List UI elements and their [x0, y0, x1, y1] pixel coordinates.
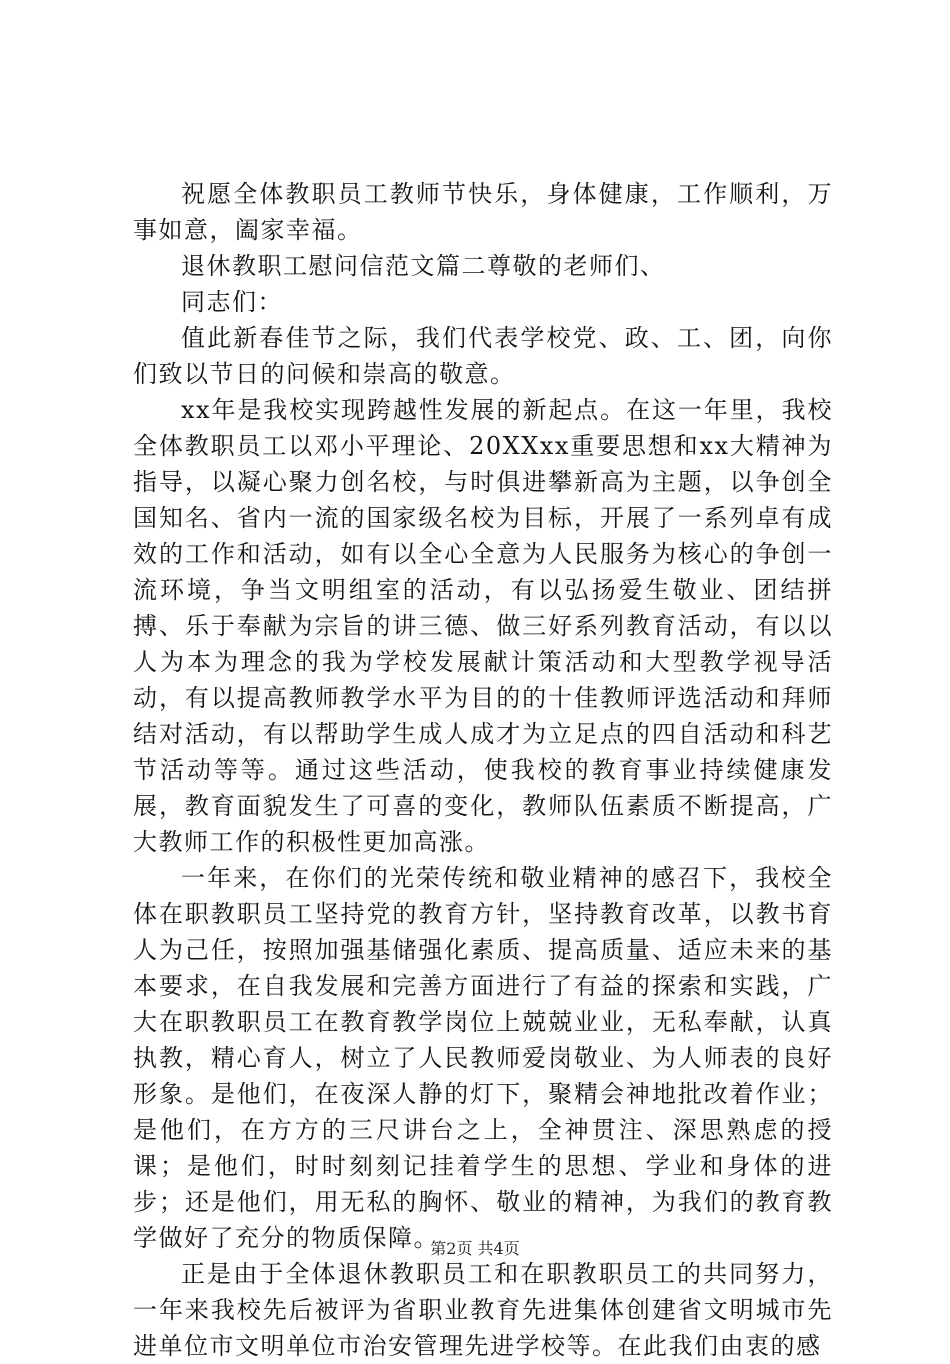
paragraph-achievements: 正是由于全体退休教职员工和在职教职员工的共同努力，一年来我校先后被评为省职业教育先进集体创建省文明城市先进单位市文明单位市治安管理先进学校等。在此我们由衷的感: [133, 1260, 833, 1360]
paragraph-letter-title: 退休教职工慰问信范文篇二尊敬的老师们、: [181, 252, 666, 280]
paragraph-salutation: 同志们：: [181, 288, 283, 316]
paragraph-year-review: xx年是我校实现跨越性发展的新起点。在这一年里，我校全体教职员工以邓小平理论、20XXxx重要思想和xx大精神为指导，以凝心聚力创名校，与时俱进攀新高为主题，以争创全国知名、省内一流的国家级名校为目标，开展了一系列卓有成效的工作和活动，如有以全心全意为人民服务为核心的争创一流环境，争当文明组室的活动，有以弘扬爱生敬业、团结拼搏、乐于奉献为宗旨的讲三德、做三好系列教育活动，有以以人为本为理念的我为学校发展献计策活动和大型教学视导活动，有以提高教师教学水平为目的的十佳教师评选活动和拜师结对活动，有以帮助学生成人成才为立足点的四自活动和科艺节活动等等。通过这些活动，使我校的教育事业持续健康发展，教育面貌发生了可喜的变化，教师队伍素质不断提高，广大教师工作的积极性更加高涨。: [133, 396, 833, 856]
paragraph-wishes: 祝愿全体教职员工教师节快乐，身体健康，工作顺利，万事如意，阖家幸福。: [133, 180, 833, 244]
paragraph-staff-praise: 一年来，在你们的光荣传统和敬业精神的感召下，我校全体在职教职员工坚持党的教育方针，坚持教育改革，以教书育人为己任，按照加强基储强化素质、提高质量、适应未来的基本要求，在自我发展和完善方面进行了有益的探索和实践，广大在职教职员工在教育教学岗位上兢兢业业，无私奉献，认真执教，精心育人，树立了人民教师爱岗敬业、为人师表的良好形象。是他们，在夜深人静的灯下，聚精会神地批改着作业；是他们，在方方的三尺讲台之上，全神贯注、深思熟虑的授课；是他们，时时刻刻记挂着学生的思想、学业和身体的进步；还是他们，用无私的胸怀、敬业的精神，为我们的教育教学做好了充分的物质保障。: [133, 864, 833, 1252]
paragraph-greeting: 值此新春佳节之际，我们代表学校党、政、工、团，向你们致以节日的问候和崇高的敬意。: [133, 324, 833, 388]
page-number-footer: 第2页 共4页: [430, 1239, 520, 1258]
document-body: [133, 176, 833, 1364]
